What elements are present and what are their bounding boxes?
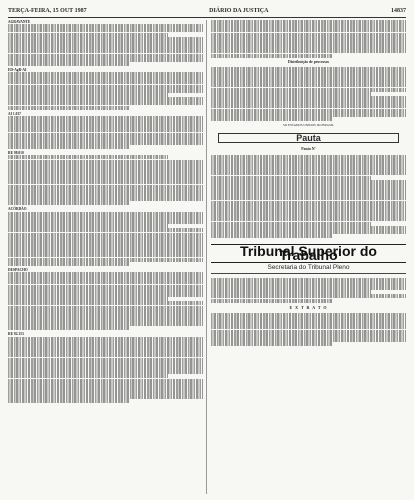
tst-text-after: [211, 313, 406, 346]
text-block: [8, 20, 203, 66]
page-header: [8, 6, 406, 16]
tst-title: Tribunal Superior do Trabalho: [211, 244, 406, 262]
text-line: [211, 342, 332, 346]
pauta-title: Pauta: [218, 133, 399, 143]
text-block: [8, 112, 203, 150]
block-label: ACÓRDÃO: [8, 207, 27, 212]
distribution-list: [211, 67, 406, 121]
block-label: RE 82.153: [8, 332, 24, 337]
header-rule: [8, 17, 406, 18]
signature: SO ESTADOS UNIDOS DO BRASIL: [282, 122, 335, 127]
text-block: [8, 68, 203, 110]
text-line: [8, 106, 129, 110]
right-column: [211, 20, 406, 494]
column-divider: [206, 20, 207, 494]
distribution-heading: Distribuição de processos: [287, 59, 330, 64]
text-line: [8, 399, 129, 403]
text-block: [8, 151, 203, 205]
right-intro: [211, 20, 406, 58]
text-line: [8, 145, 129, 149]
resumo-label: E X T R A T O: [289, 304, 328, 310]
block-label: AI 1.017: [8, 111, 21, 116]
text-line: [211, 54, 332, 58]
header-journal: DIÁRIO DA JUSTIÇA: [209, 8, 269, 14]
tst-section: Secretaria do Tribunal Pleno: [211, 266, 406, 274]
text-line: [8, 262, 129, 266]
text-line: [8, 201, 129, 205]
pauta-list: [211, 155, 406, 239]
text-line: [8, 326, 129, 330]
pauta-section: Pauta Nº: [301, 147, 316, 152]
text-line: [211, 117, 332, 121]
text-block: [8, 332, 203, 403]
text-line: [8, 62, 129, 66]
text-line: [211, 299, 332, 303]
text-block: [8, 207, 203, 265]
block-label: AGRAVANTE: [8, 20, 31, 24]
header-page-number: 14837: [391, 8, 406, 14]
block-label: DESPACHO: [8, 267, 28, 272]
tst-text-before: [211, 278, 406, 303]
block-label: ED-AgR-AI: [8, 67, 27, 72]
text-block: [8, 268, 203, 331]
left-column: [8, 20, 203, 494]
block-label: RE 98.010: [8, 151, 24, 156]
text-line: [211, 234, 332, 238]
header-date: TERÇA-FEIRA, 15 OUT 1987: [8, 8, 87, 14]
